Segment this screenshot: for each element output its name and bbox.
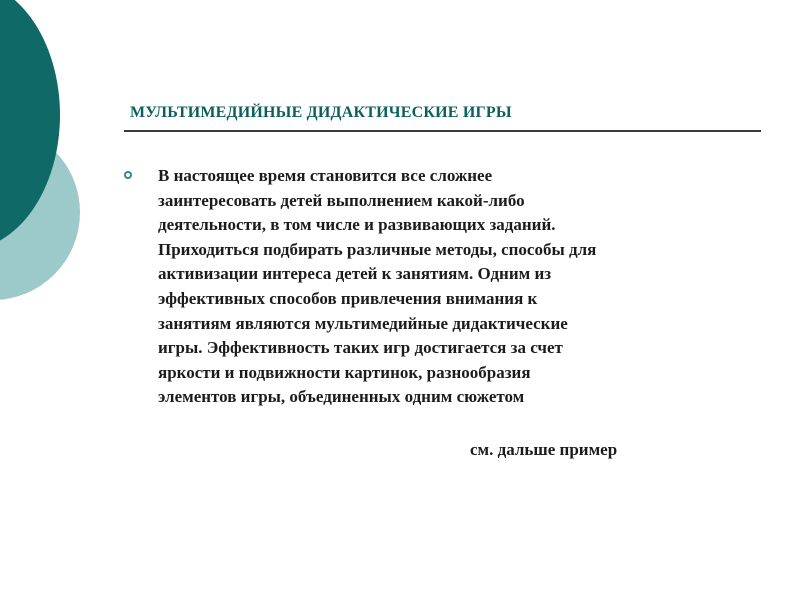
body-line: В настоящее время становится все сложнее: [158, 166, 493, 185]
title-divider: [124, 130, 761, 132]
body-line: яркости и подвижности картинок, разнообразия: [158, 362, 531, 382]
slide-title: МУЛЬТИМЕДИЙНЫЕ ДИДАКТИЧЕСКИЕ ИГРЫ: [130, 104, 512, 121]
body-line: занятиям являются мультимедийные дидактические: [158, 313, 568, 333]
body-paragraph: [158, 164, 748, 410]
body-line: активизации интереса детей к занятиям. Одним из: [158, 264, 552, 284]
body-line: заинтересовать детей выполнением какой-либо: [158, 190, 525, 210]
body-line: игры. Эффективность таких игр достигается за счет: [158, 338, 563, 358]
body-line: эффективных способов привлечения внимания к: [158, 288, 538, 308]
body-line: Приходиться подбирать различные методы, способы для: [158, 239, 597, 259]
body-line: деятельности, в том числе и развивающих заданий.: [158, 215, 556, 235]
bullet-circle-icon: [124, 171, 132, 179]
body-line: элементов игры, объединенных одним сюжетом: [158, 387, 525, 407]
see-more-text: см. дальше пример: [470, 440, 618, 459]
